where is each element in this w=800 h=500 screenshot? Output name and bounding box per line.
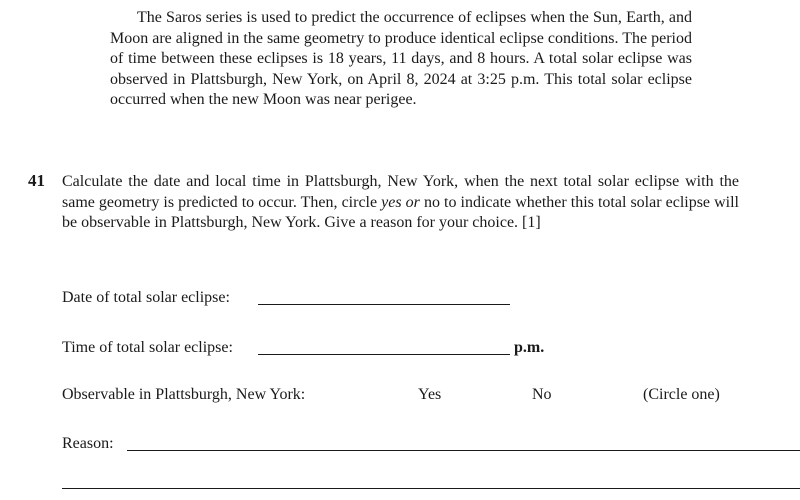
question-yes-word: yes xyxy=(381,193,402,211)
date-answer-line[interactable] xyxy=(258,304,510,305)
observable-label: Observable in Plattsburgh, New York: xyxy=(62,386,306,403)
time-answer-line[interactable] xyxy=(258,354,510,355)
reason-answer-line-2[interactable] xyxy=(62,488,800,489)
circle-one-note: (Circle one) xyxy=(643,386,720,403)
passage-paragraph: The Saros series is used to predict the occurrence of eclipses when the Sun, Earth, and Moon are aligned in the same geometry to produce identical eclipse conditions. The period of time between these eclipses is 18 years, 11 days, and 8 hours. A total solar eclipse was observed in Plattsburgh, New York, on April 8, 2024 at 3:25 p.m. This total solar eclipse occurred when the new Moon was near perigee. xyxy=(110,9,692,108)
time-unit: p.m. xyxy=(514,339,545,356)
question-no-word: no xyxy=(423,193,440,211)
question-or-word: or xyxy=(401,193,424,211)
question-text-part2: to indicate whether this total solar eclipse will be observable in Plattsburgh, New York. Give a reason for your choice. [1] xyxy=(62,193,739,231)
question-text xyxy=(62,172,739,234)
option-no[interactable]: No xyxy=(532,386,552,403)
time-label: Time of total solar eclipse: xyxy=(62,339,233,356)
option-yes[interactable]: Yes xyxy=(418,386,442,403)
date-label: Date of total solar eclipse: xyxy=(62,289,230,306)
reason-answer-line-1[interactable] xyxy=(127,450,800,451)
reason-label: Reason: xyxy=(62,435,114,452)
question-text-part1: Calculate the date and local time in Plattsburgh, New York, when the next total solar eclipse with the same geometry is predicted to occur. Then, circle xyxy=(62,173,739,211)
question-number: 41 xyxy=(28,171,45,190)
